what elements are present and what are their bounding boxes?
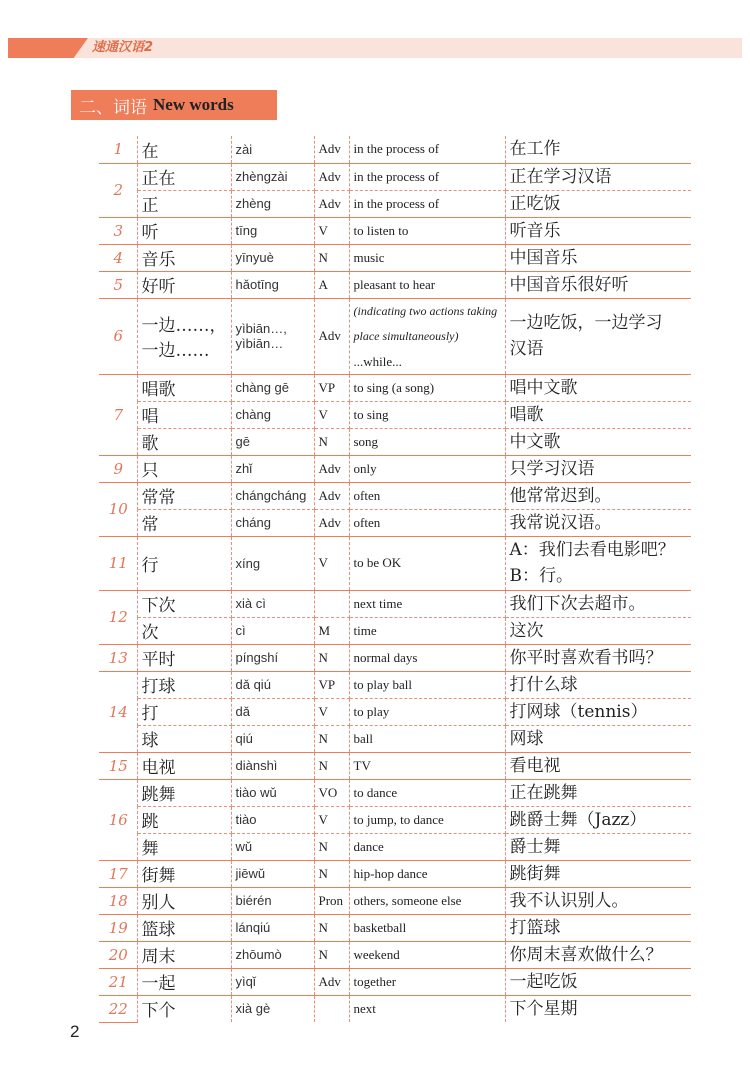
vocab-row xyxy=(99,914,691,941)
entry-number: 15 xyxy=(99,752,137,779)
example-phrase: 这次 xyxy=(505,617,691,644)
word-part-of-speech: Adv xyxy=(314,136,349,163)
word-pinyin: píngshí xyxy=(231,644,314,671)
word-part-of-speech: Pron xyxy=(314,887,349,914)
word-pinyin: zhèng xyxy=(231,190,314,217)
example-phrase: 正在跳舞 xyxy=(505,779,691,806)
word-pinyin: chángcháng xyxy=(231,482,314,509)
entry-number: 10 xyxy=(99,482,137,536)
meaning-line: ...while... xyxy=(353,353,402,369)
word-part-of-speech: Adv xyxy=(314,509,349,536)
example-phrase: 打什么球 xyxy=(505,671,691,698)
word-hanzi: 听 xyxy=(137,217,231,244)
entry-number: 9 xyxy=(99,455,137,482)
example-phrase: 在工作 xyxy=(505,136,691,163)
word-meaning: together xyxy=(349,968,505,995)
word-pinyin: qiú xyxy=(231,725,314,752)
word-pinyin: gē xyxy=(231,428,314,455)
word-pinyin: chàng gē xyxy=(231,374,314,401)
example-phrase: 正在学习汉语 xyxy=(505,163,691,190)
entry-number: 7 xyxy=(99,374,137,455)
vocab-row xyxy=(99,244,691,271)
word-pinyin: zài xyxy=(231,136,314,163)
vocab-row xyxy=(99,671,691,698)
entry-number: 14 xyxy=(99,671,137,752)
word-pinyin: biérén xyxy=(231,887,314,914)
vocab-row xyxy=(99,995,691,1022)
section-number: 二、词语 xyxy=(79,97,147,118)
vocab-row xyxy=(99,298,691,374)
word-pinyin: jiēwǔ xyxy=(231,860,314,887)
vocab-row xyxy=(99,190,691,217)
entry-number: 21 xyxy=(99,968,137,995)
example-phrase: 一起吃饭 xyxy=(505,968,691,995)
word-hanzi: 正在 xyxy=(137,163,231,190)
word-part-of-speech: Adv xyxy=(314,482,349,509)
word-meaning: next time xyxy=(349,590,505,617)
page-number: 2 xyxy=(70,1022,80,1041)
word-pinyin: tiào xyxy=(231,806,314,833)
example-phrase: 看电视 xyxy=(505,752,691,779)
word-hanzi: 打 xyxy=(137,698,231,725)
entry-number: 20 xyxy=(99,941,137,968)
word-meaning xyxy=(349,298,505,374)
vocab-row xyxy=(99,779,691,806)
vocab-row xyxy=(99,455,691,482)
word-hanzi: 行 xyxy=(137,536,231,590)
entry-number: 13 xyxy=(99,644,137,671)
book-title: 速通汉语2 xyxy=(92,40,154,55)
example-phrase: 中国音乐很好听 xyxy=(505,271,691,298)
example-phrase: A：我们去看电影吧？ B：行。 xyxy=(505,536,691,590)
vocab-row xyxy=(99,968,691,995)
word-hanzi: 歌 xyxy=(137,428,231,455)
word-meaning: time xyxy=(349,617,505,644)
word-hanzi: 别人 xyxy=(137,887,231,914)
word-part-of-speech: N xyxy=(314,860,349,887)
word-hanzi: 跳舞 xyxy=(137,779,231,806)
word-part-of-speech: Adv xyxy=(314,298,349,374)
example-phrase: 打篮球 xyxy=(505,914,691,941)
example-phrase: 正吃饭 xyxy=(505,190,691,217)
word-meaning: to jump, to dance xyxy=(349,806,505,833)
word-meaning: others, someone else xyxy=(349,887,505,914)
word-hanzi: 正 xyxy=(137,190,231,217)
word-pinyin: zhǐ xyxy=(231,455,314,482)
example-phrase: 只学习汉语 xyxy=(505,455,691,482)
word-part-of-speech: N xyxy=(314,941,349,968)
word-pinyin: zhèngzài xyxy=(231,163,314,190)
word-hanzi: 篮球 xyxy=(137,914,231,941)
word-meaning: often xyxy=(349,482,505,509)
word-pinyin: tīng xyxy=(231,217,314,244)
word-meaning: in the process of xyxy=(349,163,505,190)
example-phrase: 下个星期 xyxy=(509,998,578,1019)
word-meaning: often xyxy=(349,509,505,536)
word-meaning: hip-hop dance xyxy=(349,860,505,887)
vocab-row xyxy=(99,590,691,617)
vocab-row xyxy=(99,941,691,968)
word-part-of-speech: Adv xyxy=(314,455,349,482)
word-hanzi: 在 xyxy=(137,136,231,163)
entry-number: 6 xyxy=(99,298,137,374)
word-part-of-speech: N xyxy=(314,752,349,779)
word-part-of-speech: V xyxy=(314,698,349,725)
word-pinyin: zhōumò xyxy=(231,941,314,968)
example-phrase: 跳街舞 xyxy=(505,860,691,887)
entry-number: 5 xyxy=(99,271,137,298)
word-hanzi: 音乐 xyxy=(137,244,231,271)
word-part-of-speech: M xyxy=(314,617,349,644)
word-part-of-speech: V xyxy=(314,536,349,590)
example-phrase: 中文歌 xyxy=(505,428,691,455)
word-part-of-speech: Adv xyxy=(314,968,349,995)
example-phrase: 你周末喜欢做什么？ xyxy=(505,941,691,968)
word-pinyin: cì xyxy=(231,617,314,644)
word-pinyin: chàng xyxy=(231,401,314,428)
word-pinyin: dǎ qiú xyxy=(231,671,314,698)
example-phrase: 我们下次去超市。 xyxy=(505,590,691,617)
word-pinyin: yìqǐ xyxy=(231,968,314,995)
word-part-of-speech: N xyxy=(314,725,349,752)
word-pinyin: tiào wǔ xyxy=(231,779,314,806)
word-part-of-speech: VP xyxy=(314,671,349,698)
entry-number: 11 xyxy=(99,536,137,590)
vocab-row xyxy=(99,752,691,779)
vocab-row xyxy=(99,217,691,244)
word-pinyin: xià gè xyxy=(231,995,314,1022)
word-hanzi: 唱歌 xyxy=(137,374,231,401)
vocab-row xyxy=(99,536,691,590)
word-hanzi: 下个 xyxy=(137,995,231,1022)
word-meaning: pleasant to hear xyxy=(349,271,505,298)
word-meaning: to dance xyxy=(349,779,505,806)
entry-number: 3 xyxy=(99,217,137,244)
word-pinyin: yīnyuè xyxy=(231,244,314,271)
word-pinyin: xíng xyxy=(231,536,314,590)
word-part-of-speech: N xyxy=(314,833,349,860)
word-part-of-speech: VP xyxy=(314,374,349,401)
word-pinyin: wǔ xyxy=(231,833,314,860)
example-phrase: 跳爵士舞（Jazz） xyxy=(505,806,691,833)
word-hanzi: 球 xyxy=(137,725,231,752)
example-phrase: 我常说汉语。 xyxy=(505,509,691,536)
vocab-row xyxy=(99,698,691,725)
word-meaning: only xyxy=(349,455,505,482)
word-meaning: TV xyxy=(349,752,505,779)
word-meaning: to play xyxy=(349,698,505,725)
vocab-row xyxy=(99,644,691,671)
word-hanzi: 常 xyxy=(137,509,231,536)
word-meaning: song xyxy=(349,428,505,455)
word-hanzi: 一边……， 一边…… xyxy=(137,298,231,374)
word-hanzi: 好听 xyxy=(137,271,231,298)
word-hanzi: 舞 xyxy=(137,833,231,860)
meaning-line: place simultaneously) xyxy=(353,328,459,343)
word-hanzi: 下次 xyxy=(137,590,231,617)
word-part-of-speech: A xyxy=(314,271,349,298)
entry-number: 18 xyxy=(99,887,137,914)
entry-number: 17 xyxy=(99,860,137,887)
word-hanzi: 一起 xyxy=(137,968,231,995)
word-part-of-speech: V xyxy=(314,806,349,833)
word-meaning: music xyxy=(349,244,505,271)
word-hanzi: 唱 xyxy=(137,401,231,428)
word-pinyin: yìbiān…, yìbiān… xyxy=(231,298,314,374)
entry-number: 4 xyxy=(99,244,137,271)
word-hanzi: 打球 xyxy=(137,671,231,698)
vocab-row xyxy=(99,401,691,428)
entry-number: 22 xyxy=(99,995,137,1022)
word-meaning: to be OK xyxy=(349,536,505,590)
vocab-row xyxy=(99,482,691,509)
example-phrase: 一边吃饭，一边学习 汉语 xyxy=(505,298,691,374)
word-meaning: to sing (a song) xyxy=(349,374,505,401)
word-meaning: in the process of xyxy=(349,190,505,217)
word-part-of-speech: N xyxy=(314,914,349,941)
vocabulary-table xyxy=(99,136,691,1023)
vocab-row xyxy=(99,806,691,833)
word-pinyin: xià cì xyxy=(231,590,314,617)
word-part-of-speech xyxy=(314,590,349,617)
word-part-of-speech: VO xyxy=(314,779,349,806)
word-meaning: to listen to xyxy=(349,217,505,244)
word-part-of-speech: N xyxy=(314,428,349,455)
vocab-row xyxy=(99,725,691,752)
example-phrase: 我不认识别人。 xyxy=(505,887,691,914)
example-phrase: 打网球（tennis） xyxy=(505,698,691,725)
word-hanzi: 周末 xyxy=(137,941,231,968)
word-meaning: to play ball xyxy=(349,671,505,698)
word-part-of-speech: N xyxy=(314,244,349,271)
word-part-of-speech: V xyxy=(314,217,349,244)
word-meaning: next xyxy=(349,995,505,1022)
vocab-row xyxy=(99,271,691,298)
word-pinyin: hǎotīng xyxy=(231,271,314,298)
example-phrase: 爵士舞 xyxy=(505,833,691,860)
vocab-row xyxy=(99,428,691,455)
example-phrase: 唱歌 xyxy=(505,401,691,428)
vocab-row xyxy=(99,509,691,536)
word-part-of-speech: Adv xyxy=(314,190,349,217)
word-part-of-speech: N xyxy=(314,644,349,671)
word-pinyin: diànshì xyxy=(231,752,314,779)
word-hanzi: 街舞 xyxy=(137,860,231,887)
entry-number: 19 xyxy=(99,914,137,941)
entry-number: 1 xyxy=(99,136,137,163)
vocab-row xyxy=(99,887,691,914)
word-meaning: dance xyxy=(349,833,505,860)
word-meaning: normal days xyxy=(349,644,505,671)
word-pinyin: cháng xyxy=(231,509,314,536)
word-hanzi: 平时 xyxy=(137,644,231,671)
vocab-row xyxy=(99,617,691,644)
word-pinyin: dǎ xyxy=(231,698,314,725)
vocab-row xyxy=(99,833,691,860)
example-phrase: 他常常迟到。 xyxy=(505,482,691,509)
word-hanzi: 电视 xyxy=(137,752,231,779)
example-phrase: 中国音乐 xyxy=(505,244,691,271)
meaning-line: (indicating two actions taking xyxy=(353,303,498,318)
word-meaning: to sing xyxy=(349,401,505,428)
section-title-en: New words xyxy=(153,95,234,114)
word-part-of-speech: V xyxy=(314,401,349,428)
vocab-row xyxy=(99,136,691,163)
example-phrase: 网球 xyxy=(505,725,691,752)
example-phrase: 你平时喜欢看书吗？ xyxy=(505,644,691,671)
word-pinyin: lánqiú xyxy=(231,914,314,941)
vocab-row xyxy=(99,163,691,190)
vocab-row xyxy=(99,374,691,401)
vocab-row xyxy=(99,860,691,887)
section-heading xyxy=(71,90,277,120)
word-part-of-speech: Adv xyxy=(314,163,349,190)
entry-number: 2 xyxy=(99,163,137,217)
word-hanzi: 只 xyxy=(137,455,231,482)
word-hanzi: 次 xyxy=(137,617,231,644)
entry-number: 16 xyxy=(99,779,137,860)
word-meaning: in the process of xyxy=(349,136,505,163)
word-part-of-speech xyxy=(314,995,349,1022)
word-meaning: ball xyxy=(349,725,505,752)
word-hanzi: 跳 xyxy=(137,806,231,833)
word-meaning: basketball xyxy=(349,914,505,941)
word-meaning: weekend xyxy=(349,941,505,968)
word-hanzi: 常常 xyxy=(137,482,231,509)
example-phrase: 听音乐 xyxy=(505,217,691,244)
entry-number: 12 xyxy=(99,590,137,644)
example-phrase: 唱中文歌 xyxy=(505,374,691,401)
